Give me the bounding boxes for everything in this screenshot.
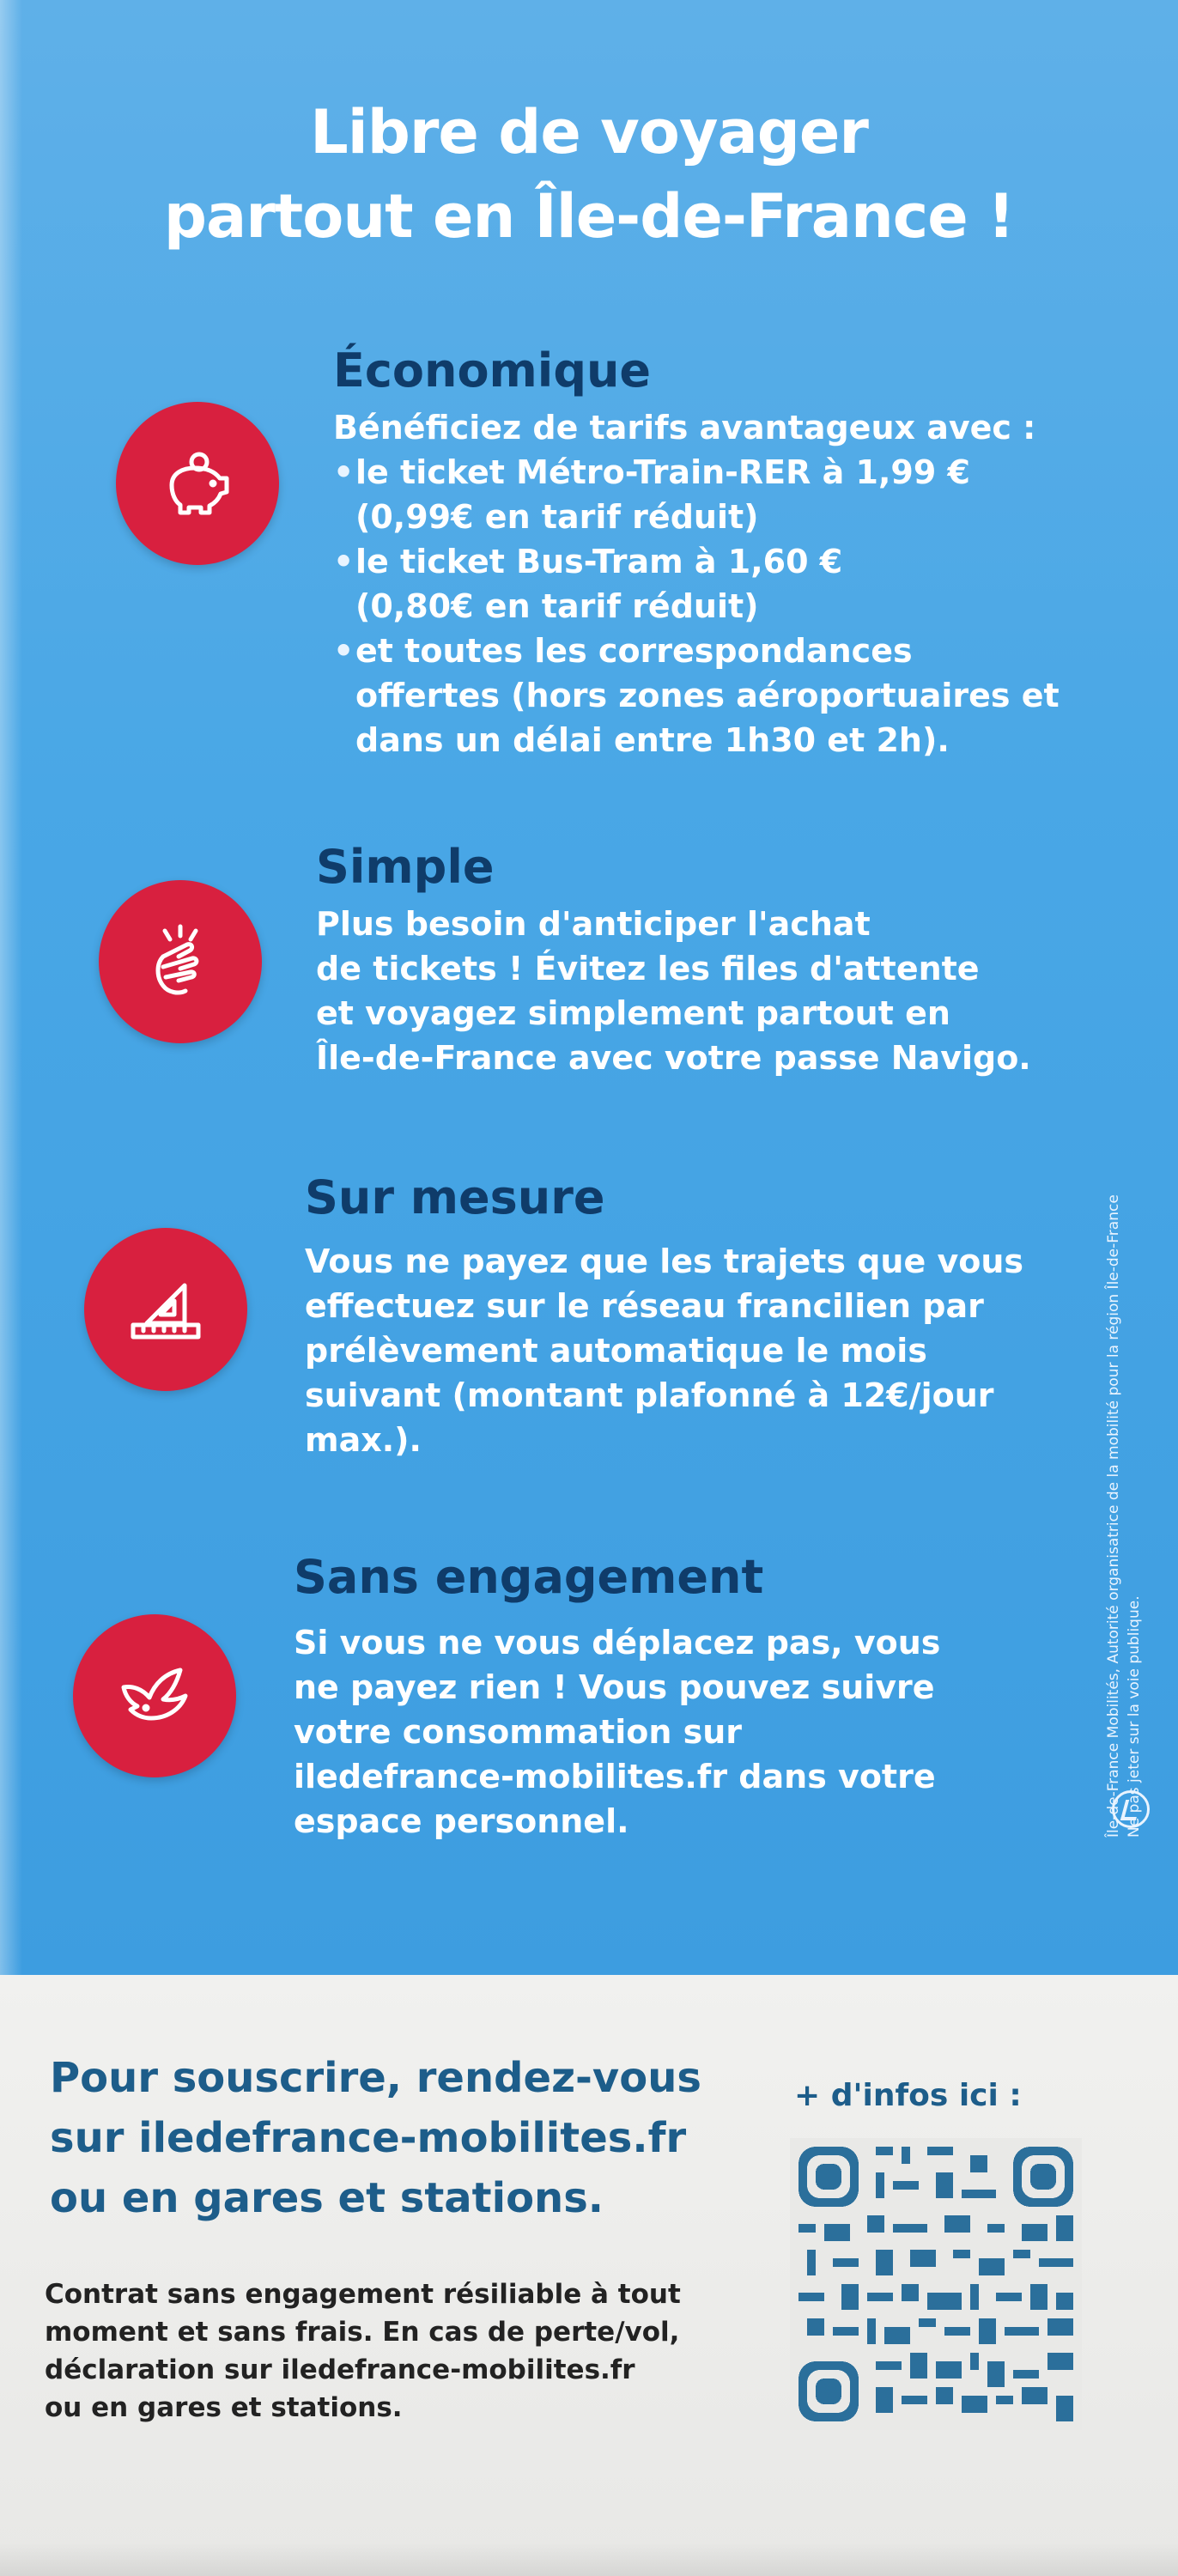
side-note-line-2: Ne pas jeter sur la voie publique.	[1126, 1595, 1143, 1838]
sans-engagement-line-5: espace personnel.	[294, 1802, 629, 1840]
feature-body-simple	[316, 902, 1031, 1080]
contract-terms	[45, 2275, 681, 2427]
subscribe-line-1: Pour souscrire, rendez-vous	[50, 2054, 701, 2102]
simple-line-2: de tickets ! Évitez les files d'attente	[316, 950, 980, 987]
dove-icon	[73, 1614, 236, 1777]
piggy-bank-icon	[116, 402, 279, 565]
headline-line-1: Libre de voyager	[310, 97, 868, 167]
sur-mesure-line-3: prélèvement automatique le mois	[305, 1332, 927, 1370]
subscribe-line-2: sur iledefrance-mobilites.fr	[50, 2114, 687, 2162]
subscribe-text	[50, 2048, 701, 2228]
bottom-shadow	[0, 2542, 1178, 2576]
simple-line-3: et voyagez simplement partout en	[316, 994, 950, 1032]
sur-mesure-line-1: Vous ne payez que les trajets que vous	[305, 1242, 1024, 1280]
ruler-set-square-icon	[84, 1228, 247, 1391]
sur-mesure-line-5: max.).	[305, 1421, 422, 1459]
sur-mesure-line-2: effectuez sur le réseau francilien par	[305, 1287, 984, 1325]
feature-title-sur-mesure: Sur mesure	[305, 1170, 605, 1224]
feature-title-simple: Simple	[316, 840, 495, 894]
economique-intro: Bénéficiez de tarifs avantageux avec :	[333, 409, 1036, 447]
sans-engagement-line-1: Si vous ne vous déplacez pas, vous	[294, 1624, 941, 1662]
bullet-correspondances-line-3: dans un délai entre 1h30 et 2h).	[355, 721, 950, 759]
sans-engagement-line-3: votre consommation sur	[294, 1713, 743, 1751]
feature-title-economique: Économique	[333, 343, 652, 398]
feature-title-sans-engagement: Sans engagement	[294, 1550, 764, 1604]
sur-mesure-line-4: suivant (montant plafonné à 12€/jour	[305, 1376, 994, 1414]
headline	[0, 90, 1178, 258]
feature-body-sans-engagement	[294, 1620, 940, 1844]
recycle-logo-icon	[1112, 1790, 1150, 1828]
headline-line-2: partout en Île-de-France !	[163, 181, 1015, 252]
feature-body-economique	[333, 405, 1060, 762]
qr-code-icon[interactable]	[790, 2138, 1082, 2430]
bullet-correspondances: • et toutes les correspondances	[333, 629, 1060, 673]
subscribe-line-3: ou en gares et stations.	[50, 2174, 604, 2222]
side-note-line-1: Île-de-France Mobilités, Autorité organisatrice de la mobilité pour la région Île-de-France	[1105, 1194, 1122, 1838]
contract-line-2: moment et sans frais. En cas de perte/vol,	[45, 2317, 680, 2348]
simple-line-1: Plus besoin d'anticiper l'achat	[316, 905, 871, 943]
contract-line-1: Contrat sans engagement résiliable à tout	[45, 2279, 681, 2310]
feature-body-sur-mesure	[305, 1239, 1023, 1462]
sans-engagement-line-2: ne payez rien ! Vous pouvez suivre	[294, 1668, 935, 1706]
bullet-correspondances-line-2: offertes (hors zones aéroportuaires et	[355, 677, 1060, 714]
finger-snap-icon	[99, 880, 262, 1043]
sans-engagement-line-4: iledefrance-mobilites.fr dans votre	[294, 1758, 936, 1795]
bullet-metro-reduced: (0,99€ en tarif réduit)	[355, 498, 759, 536]
simple-line-4: Île-de-France avec votre passe Navigo.	[316, 1039, 1031, 1077]
bullet-bus-reduced: (0,80€ en tarif réduit)	[355, 587, 759, 625]
contract-line-4: ou en gares et stations.	[45, 2392, 403, 2423]
contract-line-3: déclaration sur iledefrance-mobilites.fr	[45, 2354, 635, 2385]
infos-label: + d'infos ici :	[794, 2078, 1022, 2113]
bullet-metro: • le ticket Métro-Train-RER à 1,99 €	[333, 450, 1060, 495]
side-legal-note	[1103, 1194, 1145, 1838]
bullet-bus: • le ticket Bus-Tram à 1,60 €	[333, 539, 1060, 584]
